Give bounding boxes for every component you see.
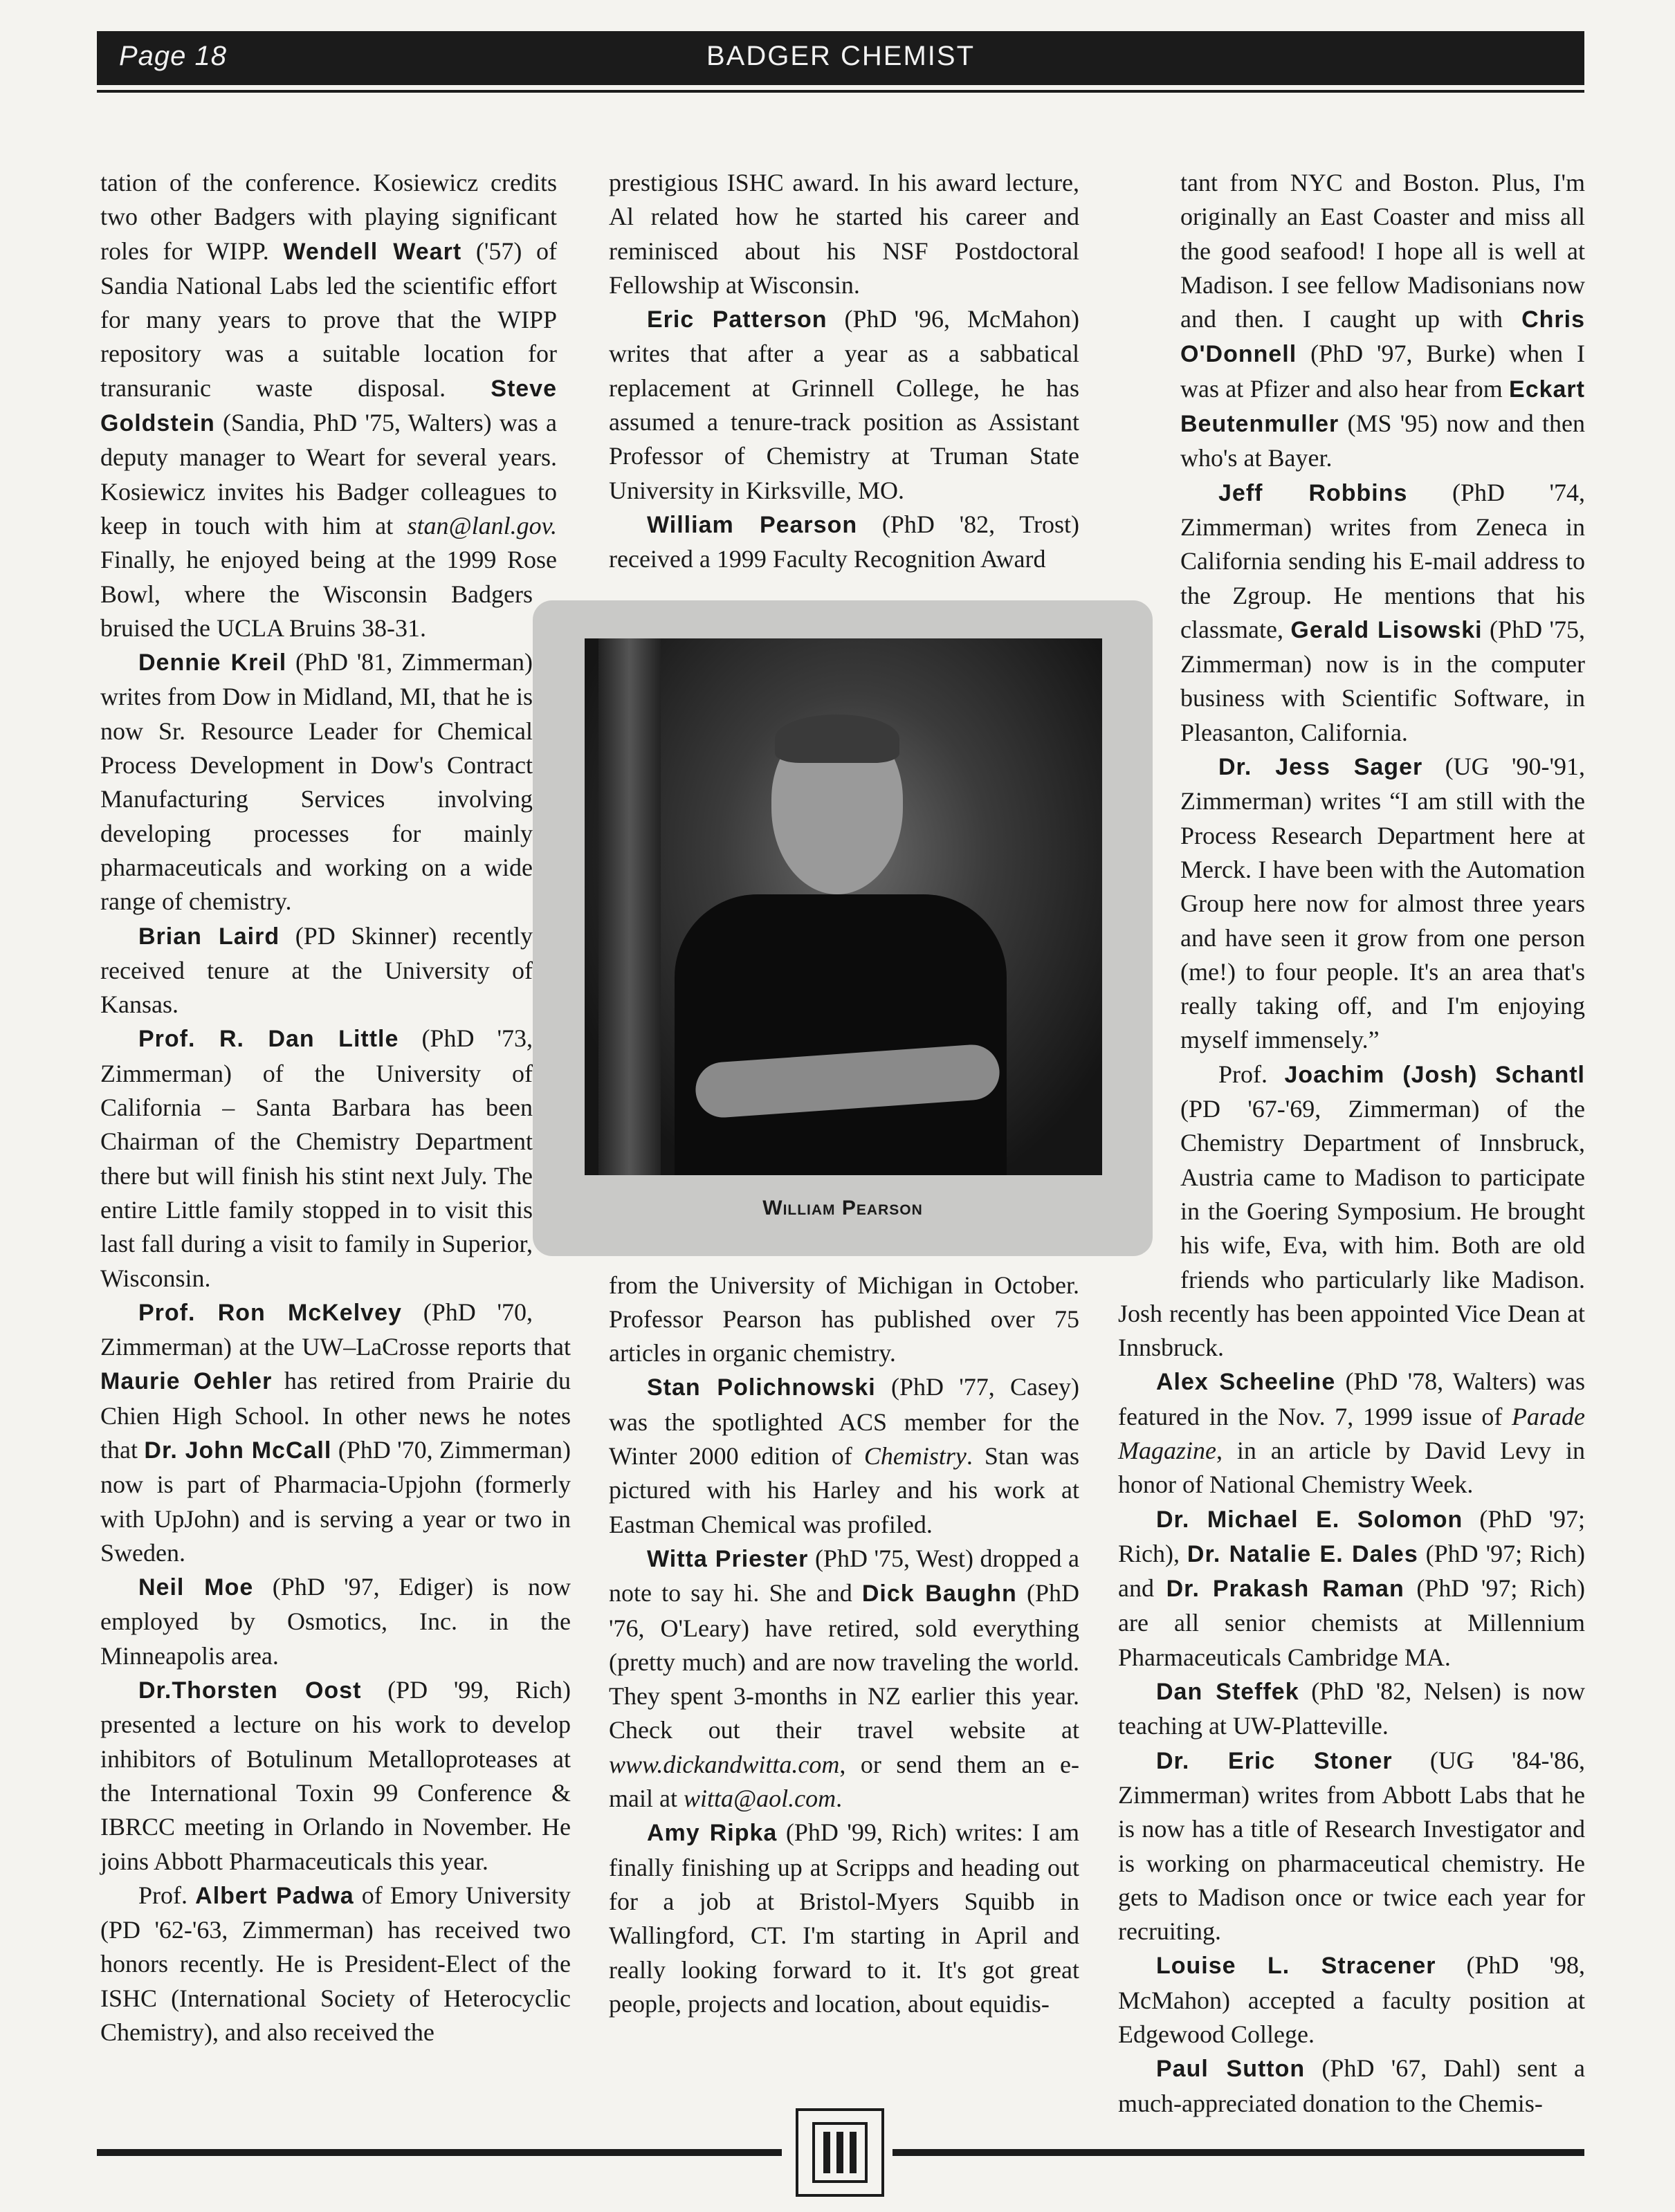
masthead-title: BADGER CHEMIST [706,41,976,71]
paragraph: Stan Polichnowski (PhD '77, Casey) was the spotlighted ACS member for the Winter 2000 edition of Chemistry. Stan was pictured with his Harley and his work at Eastman Chemical was profiled. [609,1373,1080,1538]
paragraph: Paul Sutton (PhD '67, Dahl) sent a much-appreciated donation to the Chemis- [1118,2054,1585,2117]
page-number: Page 18 [119,41,228,71]
university-crest-icon [796,2108,884,2197]
photo-frame [533,600,1153,1256]
paragraph: Prof. Ron McKelvey (PhD '70, Zimmerman) at the UW–LaCrosse reports that Maurie Oehler has retired from Prairie du Chien High School. In other news he notes that Dr. John McCall (PhD '70, Zimmerman) now is part of Pharmacia-Upjohn (formerly with UpJohn) and is serving a year or two in Sweden. [100,1298,571,1567]
paragraph: from the University of Michigan in October. Professor Pearson has published over 75 articles in organic chemistry. [609,1271,1079,1367]
footer-rule-right [893,2149,1584,2156]
paragraph: Prof. Albert Padwa of Emory University (PD '62-'63, Zimmerman) has received two honors recently. He is President-Elect of the ISHC (International Society of Heterocyclic Chemistry), and also received the [100,1881,571,2047]
float-spacer [557,166,571,609]
lab-equipment [598,638,661,1175]
paragraph: Amy Ripka (PhD '99, Rich) writes: I am finally finishing up at Scripps and heading out for a job at Bristol-Myers Squibb in Wallingford, CT. I'm starting in April and really looking forward to it. It's got great people, projects and location, about equidis- [609,1818,1079,2018]
paragraph: Alex Scheeline (PhD '78, Walters) was featured in the Nov. 7, 1999 issue of Parade Magazine, in an article by David Levy in honor of National Chemistry Week. [1118,1367,1585,1499]
footer-rule-left [97,2149,782,2156]
paragraph: prestigious ISHC award. In his award lecture, Al related how he started his career and reminisced about his NSF Postdoctoral Fellowship at Wisconsin. [609,169,1079,299]
paragraph: Eric Patterson (PhD '96, McMahon) writes that after a year as a sabbatical replacement at Grinnell College, he has assumed a tenure-track position as Assistant Professor of Chemistry at Truman State University in Kirksville, MO. [609,305,1079,504]
paragraph: Prof. R. Dan Little (PhD '73, Zimmerman) of the University of California – Santa Barbara has been Chairman of the Chemistry Department there but will finish his stint next July. The entire Little family stopped in to visit this last fall during a visit to family in Superior, Wisconsin. [100,1024,533,1292]
portrait-photo [585,638,1102,1175]
portrait-hair [775,715,899,763]
paragraph: Dennie Kreil (PhD '81, Zimmerman) writes from Dow in Midland, MI, that he is now Sr. Resource Leader for Chemical Process Development in Dow's Contract Manufacturing Services involving developing processes for mainly pharmaceuticals and working on a wide range of chemistry. [100,648,533,916]
paragraph: Louise L. Stracener (PhD '98, McMahon) accepted a faculty position at Edgewood College. [1118,1951,1586,2049]
crest-icon [798,2111,881,2194]
paragraph: Neil Moe (PhD '97, Ediger) is now employed by Osmotics, Inc. in the Minneapolis area. [100,1573,571,1670]
paragraph: tant from NYC and Boston. Plus, I'm originally an East Coaster and miss all the good seafood! I hope all is well at Madison. I see fellow Madisonians now and then. I caught up with Chris O'Donnell (PhD '97, Burke) when I was at Pfizer and also hear from Eckart Beutenmuller (MS '95) now and then who's at Bayer. [1180,169,1585,472]
paragraph: Dr. Michael E. Solomon (PhD '97; Rich), Dr. Natalie E. Dales (PhD '97; Rich) and Dr. Prakash Raman (PhD '97; Rich) are all senior chemists at Millennium Pharmaceuticals Cambridge MA. [1118,1504,1586,1671]
paragraph: Dr. Eric Stoner (UG '84-'86, Zimmerman) writes from Abbott Labs that he is now has a title of Research Investigator and is working on pharmaceutical chemistry. He gets to Madison once or twice each year for recruiting. [1118,1746,1585,1946]
paragraph: Dan Steffek (PhD '82, Nelsen) is now teaching at UW-Platteville. [1118,1677,1585,1740]
paragraph: Witta Priester (PhD '75, West) dropped a note to say hi. She and Dick Baughn (PhD '76, O'Leary) have retired, sold everything (pretty much) and are now traveling the world. They spent 3-months in NZ earlier this year. Check out their travel website at www.dickandwitta.com, or send them an e-mail at witta@aol.com. [609,1544,1080,1813]
paragraph: Brian Laird (PD Skinner) recently received tenure at the University of Kansas. [100,921,533,1019]
paragraph: Jeff Robbins (PhD '74, Zimmerman) writes from Zeneca in California sending his E-mail address to the Zgroup. He mentions that his classmate, Gerald Lisowski (PhD '75, Zimmerman) now is in the computer business with Scientific Software, in Pleasanton, California. [1180,478,1585,746]
portrait-torso [675,894,1007,1175]
column-1 [100,166,571,2049]
page-header [97,31,1584,85]
paragraph: tation of the conference. Kosiewicz credits two other Badgers with playing significant roles for WIPP. Wendell Weart ('57) of Sandia National Labs led the scientific effort for many years to prove that the WIPP repository was a suitable location for transuranic waste disposal. Steve Goldstein (Sandia, PhD '75, Walters) was a deputy manager to Weart for several years. Kosiewicz invites his Badger colleagues to keep in touch with him at stan@lanl.gov. Finally, he enjoyed being at the 1999 Rose Bowl, where the Wisconsin Badgers bruised the UCLA Bruins 38-31. [100,169,557,642]
paragraph: Dr.Thorsten Oost (PD '99, Rich) presented a lecture on his work to develop inhibitors of Botulinum Metalloproteases at the International Toxin 99 Conference & IBRCC meeting in Orlando in November. He joins Abbott Pharmaceuticals this year. [100,1676,571,1875]
paragraph: Dr. Jess Sager (UG '90-'91, Zimmerman) writes “I am still with the Process Research Department here at Merck. I have been with the Automation Group here now for almost three years and have seen it grow from one person (me!) to four people. It's an area that's really taking off, and I'm enjoying myself immensely.” [1180,753,1585,1054]
column-3 [1118,166,1585,2121]
paragraph: Prof. Joachim (Josh) Schantl (PD '67-'69, Zimmerman) of the Chemistry Department of Innsbruck, Austria came to Madison to participate in the Goering Symposium. He brought his wife, Eva, with him. Both are old friends who particularly like Madison. Josh recently has been appointed Vice Dean at Innsbruck. [1118,1060,1585,1362]
header-rule [97,90,1584,93]
photo-caption: William Pearson [762,1197,923,1219]
paragraph: William Pearson (PhD '82, Trost) received a 1999 Faculty Recognition Award [609,510,1080,573]
